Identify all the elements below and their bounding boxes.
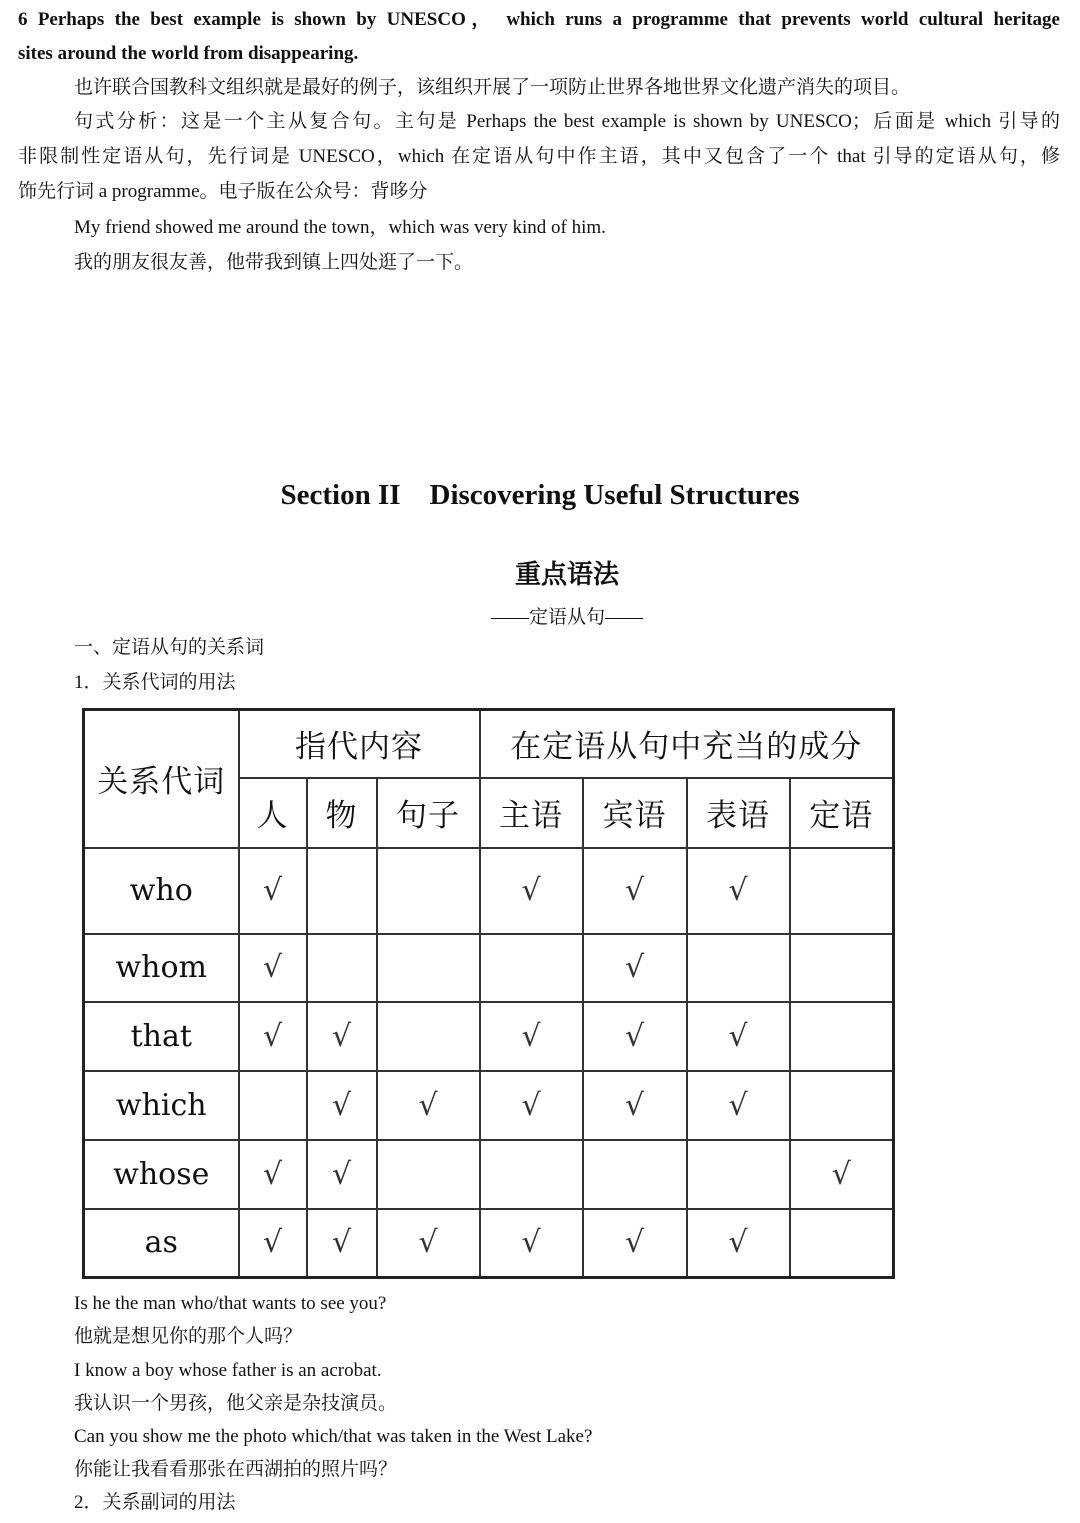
check-mark-icon: √ — [687, 1071, 790, 1140]
example-english: Is he the man who/that wants to see you? — [74, 1293, 387, 1314]
analysis-line2: 非限制性定语从句，先行词是 UNESCO，which 在定语从句中作主语，其中又包含了一个 that 引导的定语从句，修 — [18, 146, 1060, 167]
heading-relatives: 一、定语从句的关系词 — [74, 637, 265, 658]
analysis-line3: 饰先行词 a programme。电子版在公众号：背哆分 — [18, 181, 428, 202]
table-corner-header: 关系代词 — [84, 710, 239, 848]
pronoun-cell: who — [84, 848, 239, 934]
empty-cell — [377, 848, 480, 934]
empty-cell — [239, 1071, 307, 1140]
section-topic: ——定语从句—— — [490, 607, 643, 628]
table-row — [84, 1002, 894, 1071]
check-mark-icon: √ — [307, 1002, 377, 1071]
check-mark-icon: √ — [377, 1071, 480, 1140]
table-row — [84, 848, 894, 934]
check-mark-icon: √ — [687, 1002, 790, 1071]
empty-cell — [790, 1071, 894, 1140]
empty-cell — [480, 934, 583, 1002]
example-chinese: 你能让我看看那张在西湖拍的照片吗？ — [74, 1459, 398, 1480]
check-mark-icon: √ — [239, 1209, 307, 1278]
pronoun-cell: as — [84, 1209, 239, 1278]
check-mark-icon: √ — [239, 934, 307, 1002]
check-mark-icon: √ — [239, 848, 307, 934]
check-mark-icon: √ — [583, 1002, 687, 1071]
pronoun-cell: whose — [84, 1140, 239, 1209]
section-title: Section II Discovering Useful Structures — [280, 479, 800, 511]
sentence-heading-line2: sites around the world from disappearing. — [18, 43, 359, 64]
check-mark-icon: √ — [583, 848, 687, 934]
reference-group-header: 指代内容 — [239, 710, 480, 778]
empty-cell — [687, 934, 790, 1002]
empty-cell — [377, 934, 480, 1002]
check-mark-icon: √ — [480, 1002, 583, 1071]
heading-relative-adverbs: 2．关系副词的用法 — [74, 1492, 236, 1513]
column-header: 句子 — [377, 778, 480, 848]
empty-cell — [790, 1002, 894, 1071]
column-header: 主语 — [480, 778, 583, 848]
check-mark-icon: √ — [583, 1071, 687, 1140]
pronoun-cell: that — [84, 1002, 239, 1071]
empty-cell — [687, 1140, 790, 1209]
check-mark-icon: √ — [377, 1209, 480, 1278]
pronoun-cell: which — [84, 1071, 239, 1140]
example-chinese: 他就是想见你的那个人吗？ — [74, 1326, 303, 1347]
sentence-translation: 也许联合国教科文组织就是最好的例子，该组织开展了一项防止世界各地世界文化遗产消失的项目。 — [74, 77, 911, 98]
empty-cell — [790, 848, 894, 934]
empty-cell — [480, 1140, 583, 1209]
function-group-header: 在定语从句中充当的成分 — [480, 710, 894, 778]
check-mark-icon: √ — [307, 1140, 377, 1209]
empty-cell — [583, 1140, 687, 1209]
table-row — [84, 1209, 894, 1278]
check-mark-icon: √ — [583, 1209, 687, 1278]
column-header: 物 — [307, 778, 377, 848]
table-row — [84, 1140, 894, 1209]
check-mark-icon: √ — [480, 1071, 583, 1140]
table-row — [84, 934, 894, 1002]
example-english: Can you show me the photo which/that was taken in the West Lake? — [74, 1426, 593, 1447]
example-chinese: 我认识一个男孩，他父亲是杂技演员。 — [74, 1393, 398, 1414]
empty-cell — [307, 934, 377, 1002]
relative-pronoun-table — [82, 708, 895, 1279]
check-mark-icon: √ — [790, 1140, 894, 1209]
check-mark-icon: √ — [480, 848, 583, 934]
check-mark-icon: √ — [307, 1209, 377, 1278]
check-mark-icon: √ — [239, 1140, 307, 1209]
check-mark-icon: √ — [687, 1209, 790, 1278]
column-header: 定语 — [790, 778, 894, 848]
example-english: My friend showed me around the town，which was very kind of him. — [74, 217, 606, 238]
heading-relative-pronouns: 1．关系代词的用法 — [74, 672, 236, 693]
sentence-heading-line1: 6 Perhaps the best example is shown by UNESCO， which runs a programme that prevents world cultural heritage — [18, 9, 1060, 30]
column-header: 宾语 — [583, 778, 687, 848]
check-mark-icon: √ — [239, 1002, 307, 1071]
check-mark-icon: √ — [583, 934, 687, 1002]
column-header: 表语 — [687, 778, 790, 848]
check-mark-icon: √ — [687, 848, 790, 934]
check-mark-icon: √ — [480, 1209, 583, 1278]
column-header: 人 — [239, 778, 307, 848]
example-chinese: 我的朋友很友善，他带我到镇上四处逛了一下。 — [74, 252, 474, 273]
example-english: I know a boy whose father is an acrobat. — [74, 1360, 382, 1381]
analysis-line1: 句式分析：这是一个主从复合句。主句是 Perhaps the best example is shown by UNESCO；后面是 which 引导的 — [74, 111, 1060, 132]
empty-cell — [790, 1209, 894, 1278]
table-row — [84, 1071, 894, 1140]
check-mark-icon: √ — [307, 1071, 377, 1140]
section-subtitle: 重点语法 — [514, 560, 619, 590]
empty-cell — [307, 848, 377, 934]
empty-cell — [377, 1140, 480, 1209]
empty-cell — [377, 1002, 480, 1071]
empty-cell — [790, 934, 894, 1002]
pronoun-cell: whom — [84, 934, 239, 1002]
